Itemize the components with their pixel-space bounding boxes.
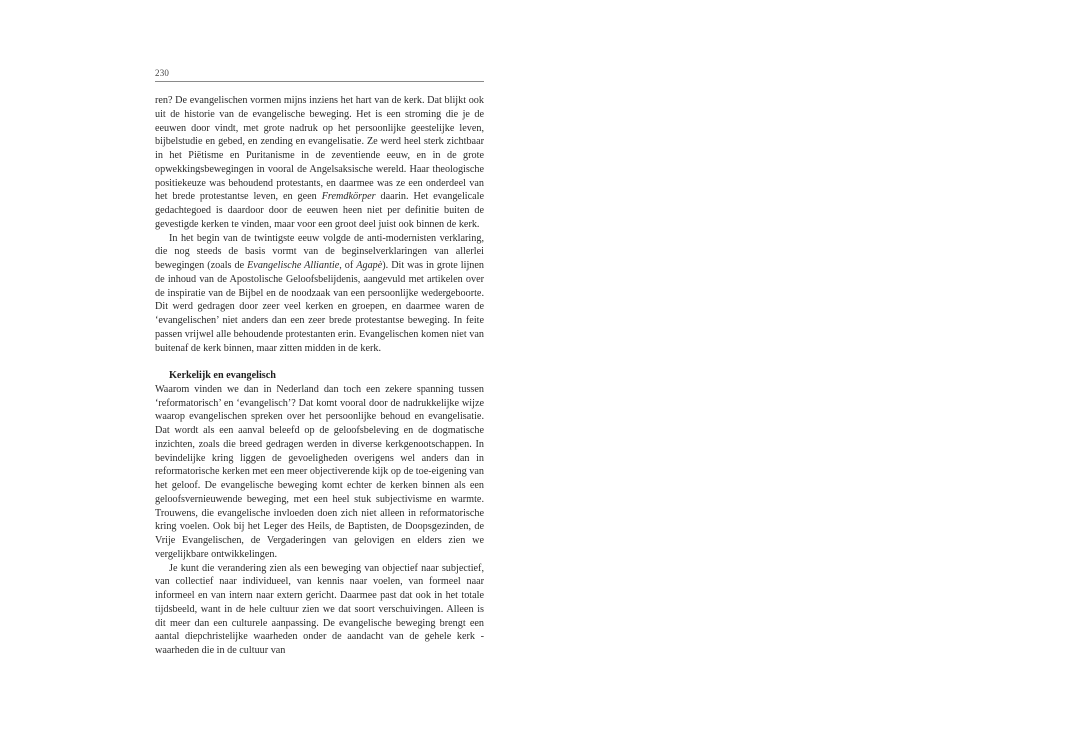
paragraph-3: Waarom vinden we dan in Nederland dan toch een zekere spanning tussen ‘reformatorisch’ en ‘evangelisch’? Dat komt vooral door de nadrukkelijke wijze waarop evangelischen spreken over het persoonlijke behoud en evangelisatie. Dat wordt als een aanval beleefd op de geloofsbeleving en de dogmatische inzichten, zoals die breed gedragen werden in diverse kerkgenootschappen. In bevindelijke kring liggen de gevoeligheden overigens wel anders dan in reformatorische kerken met een meer objectiverende kijk op de toe-eigening van het geloof. De evangelische beweging komt echter de kerken binnen als een geloofsvernieuwende beweging, met een heel stuk subjectivisme en warmte. Trouwens, die evangelische invloeden doen zich niet alleen in reformatorische kring voelen. Ook bij het Leger des Heils, de Baptisten, de Doopsgezinden, de Vrije Evangelischen, de Vergaderingen van gelovigen en elders zien we vergelijkbare ontwikkelingen. [155,383,484,560]
paragraph-2 [155,232,484,356]
paragraph-2-text-c: ). Dit was in grote lijnen de inhoud van de Apostolische Geloofsbelijdenis, aangevuld met artikelen over de inspiratie van de Bijbel en de noodzaak van een persoonlijke wedergeboorte. Dit werd gedragen door zeer veel kerken en groepen, en daarmee waren de ‘evangelischen’ niet anders dan een zeer brede protestantse beweging. In feite passen vrijwel alle behoudende protestanten erin. Evangelischen komen niet van buitenaf de kerk binnen, maar zitten midden in de kerk. [155,260,484,354]
paragraph-1-italic: Fremdkörper [321,191,376,203]
paragraph-2-italic-1: Evangelische Alliantie [247,260,340,271]
paragraph-1-text-a: ren? De evangelischen vormen mijns inziens het hart van de kerk. Dat blijkt ook uit de historie van de evangelische beweging. Het is een stroming die je de eeuwen door vindt, met grote nadruk op het persoonlijke geestelijke leven, bijbelstudie en gebed, en zending en evangelisatie. Ze werd heel sterk zichtbaar in het Piëtisme en Puritanisme in de zeventiende eeuw, en in de grote opwekkingsbewegingen in vooral de Angelsaksische wereld. Haar theologische positiekeuze was behoudend protestants, en daarmee was ze een onderdeel van het brede protestantse leven, en geen [155,95,484,203]
page-number: 230 [155,68,170,78]
paragraph-2-italic-2: Agapè [356,260,383,271]
section-heading: Kerkelijk en evangelisch [169,370,276,381]
paragraph-2-text-a: In het begin van de twintigste eeuw volgde de anti-modernisten verklaring, die nog steeds de basis vormt van de beginselverklaringen van allerlei bewegingen (zoals de [155,232,484,271]
body-text [155,94,484,658]
paragraph-4: Je kunt die verandering zien als een beweging van objectief naar subjectief, van collectief naar individueel, van kennis naar voelen, van formeel naar informeel en van intern naar extern gericht. Daarmee past dat ook in het totale tijdsbeeld, want in de hele cultuur zien we dat soort verschuivingen. Alleen is dit meer dan een culturele aanpassing. De evangelische beweging brengt een aantal diepchristelijke waarheden onder de aandacht van de gehele kerk - waarheden die in de cultuur van [155,562,484,656]
paragraph-1 [155,94,484,232]
paragraph-1-text-b: daarin. Het evangelicale gedachtegoed is daardoor door de eeuwen heen niet per definitie buiten de gevestigde kerken te vinden, maar voor een groot deel juist ook binnen de kerk. [155,191,484,230]
paragraph-2-text-b: , of [339,260,357,271]
section-gap [155,355,484,369]
header-rule [155,81,484,82]
